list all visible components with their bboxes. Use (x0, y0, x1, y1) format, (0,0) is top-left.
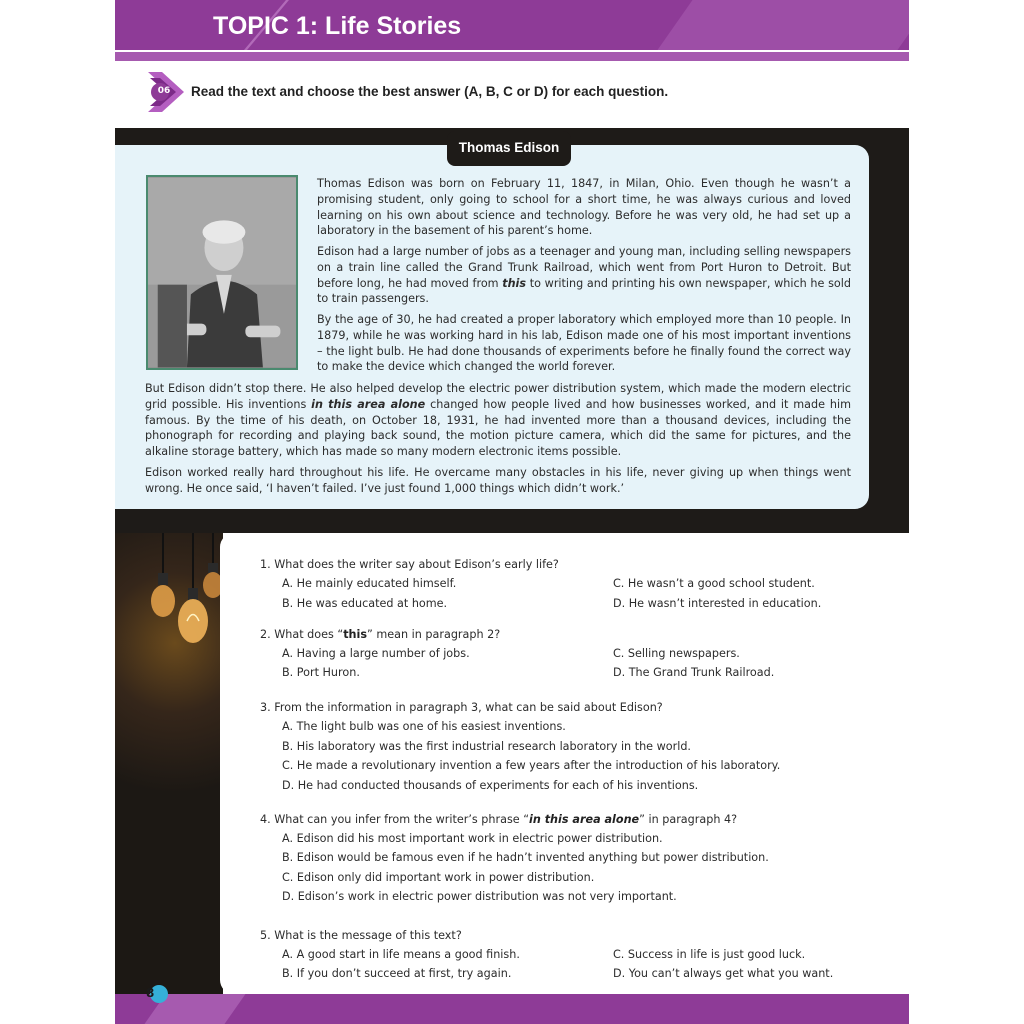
story-title: Thomas Edison (447, 131, 571, 166)
question-2-option-d[interactable]: D. The Grand Trunk Railroad. (613, 666, 775, 679)
question-4-option-a[interactable]: A. Edison did his most important work in electric power distribution. (282, 832, 663, 845)
question-1-option-c[interactable]: C. He wasn’t a good school student. (613, 577, 815, 590)
question-4-option-b[interactable]: B. Edison would be famous even if he hadn’t invented anything but power distribution. (282, 851, 769, 864)
question-5-option-b[interactable]: B. If you don’t succeed at first, try again. (282, 967, 512, 980)
page-number: 8 (146, 986, 155, 1000)
question-2-option-a[interactable]: A. Having a large number of jobs. (282, 647, 470, 660)
page-number-badge (146, 984, 170, 1004)
question-4-option-d[interactable]: D. Edison’s work in electric power distribution was not very important. (282, 890, 677, 903)
story-paragraph-3: By the age of 30, he had created a proper laboratory which employed more than 10 people. In 1879, while he was working hard in his lab, Edison made one of his most important inventions – the light bulb. He had done thousands of experiments before he finally found the correct way to make the device which changed the world forever. (317, 313, 851, 374)
question-1-option-b[interactable]: B. He was educated at home. (282, 597, 448, 610)
question-5-option-c[interactable]: C. Success in life is just good luck. (613, 948, 806, 961)
exercise-number: 06 (157, 86, 171, 96)
question-1-option-d[interactable]: D. He wasn’t interested in education. (613, 597, 822, 610)
exercise-arrow-icon (148, 70, 192, 114)
question-5-stem: 5. What is the message of this text? (260, 929, 462, 942)
story-paragraph-1: Thomas Edison was born on February 11, 1847, in Milan, Ohio. Even though he wasn’t a promising student, only going to school for a short time, he was always curious and loved learning on his own about science and technology. Before he was very old, he had set up a laboratory in the basement of his parent’s home. (317, 177, 851, 238)
question-4-option-c[interactable]: C. Edison only did important work in power distribution. (282, 871, 595, 884)
header-decoration-shade (657, 0, 909, 50)
question-3-option-a[interactable]: A. The light bulb was one of his easiest inventions. (282, 720, 566, 733)
instruction-text: Read the text and choose the best answer (A, B, C or D) for each question. (191, 84, 669, 99)
question-2-stem: 2. What does “this” mean in paragraph 2? (260, 628, 501, 641)
story-paragraph-2: Edison had a large number of jobs as a teenager and young man, including selling newspapers on a train line called the Grand Trunk Railroad, which went from Port Huron to Detroit. But before long, he had moved from this to writing and printing his own newspaper, which he sold to train passengers. (317, 245, 851, 306)
question-2-option-b[interactable]: B. Port Huron. (282, 666, 360, 679)
question-3-stem: 3. From the information in paragraph 3, what can be said about Edison? (260, 701, 663, 714)
question-2-option-c[interactable]: C. Selling newspapers. (613, 647, 740, 660)
question-4-stem: 4. What can you infer from the writer’s phrase “in this area alone” in paragraph 4? (260, 813, 738, 826)
header-rule (115, 52, 909, 61)
edison-portrait-image (146, 175, 298, 370)
question-3-option-c[interactable]: C. He made a revolutionary invention a few years after the introduction of his laboratory. (282, 759, 781, 772)
question-5-option-a[interactable]: A. A good start in life means a good finish. (282, 948, 520, 961)
question-1-option-a[interactable]: A. He mainly educated himself. (282, 577, 457, 590)
question-3-option-d[interactable]: D. He had conducted thousands of experiments for each of his inventions. (282, 779, 699, 792)
lightbulb-decoration-panel (115, 533, 223, 994)
lightbulb-icon (135, 533, 225, 673)
story-paragraph-4: But Edison didn’t stop there. He also helped develop the electric power distribution system, which made the modern electric grid possible. His inventions in this area alone changed how people lived and how businesses worked, and it made him famous. By the time of his death, on October 18, 1931, he had invented more than a thousand devices, including the phonograph for recording and playing back sound, the motion picture camera, which did the same for pictures, and the alkaline storage battery, which has made so many modern electronic items possible. (145, 382, 851, 459)
question-1-stem: 1. What does the writer say about Edison’s early life? (260, 558, 559, 571)
story-paragraph-5: Edison worked really hard throughout his life. He overcame many obstacles in his life, never giving up when things went wrong. He once said, ‘I haven’t failed. I’ve just found 1,000 things which didn’t work.’ (145, 466, 851, 495)
page-title: TOPIC 1: Life Stories (213, 12, 462, 40)
footer-band (115, 994, 909, 1024)
question-3-option-b[interactable]: B. His laboratory was the first industrial research laboratory in the world. (282, 740, 691, 753)
question-5-option-d[interactable]: D. You can’t always get what you want. (613, 967, 834, 980)
header-band (115, 0, 909, 50)
instruction (148, 70, 908, 114)
